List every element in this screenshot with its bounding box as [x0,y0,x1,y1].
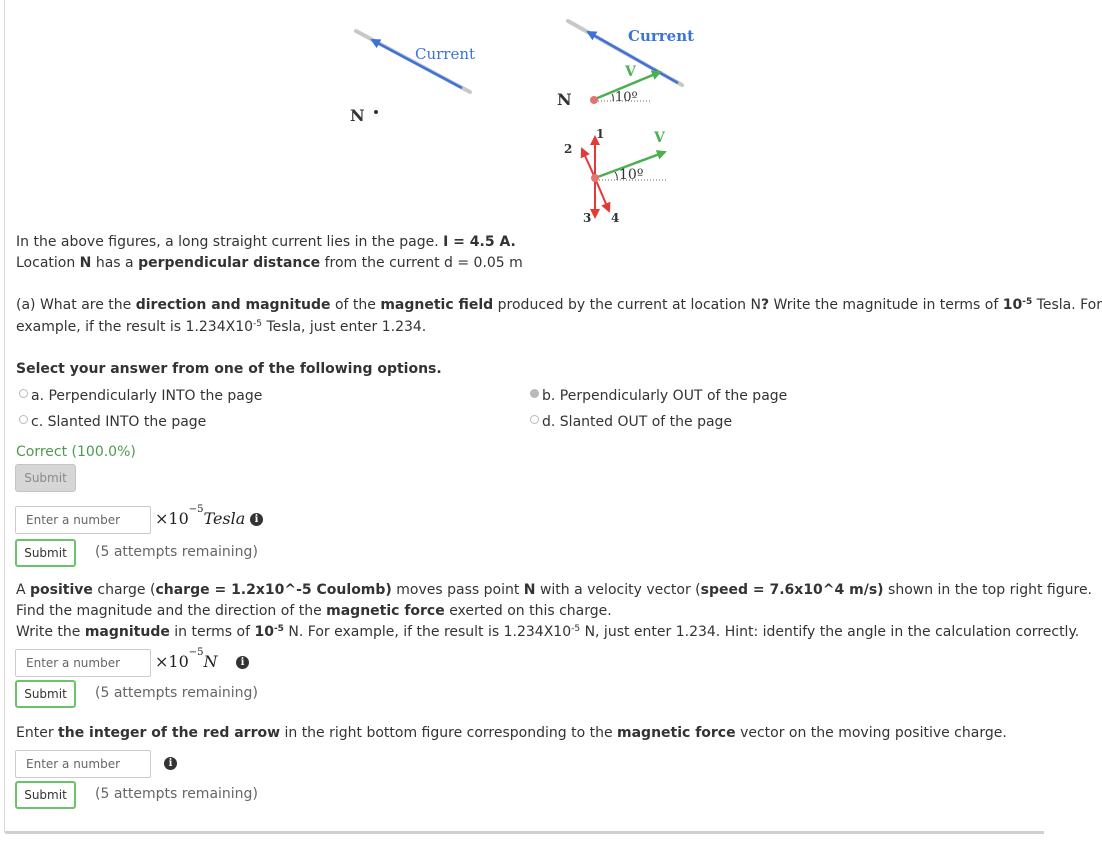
attempts-remaining: (5 attempts remaining) [95,685,258,701]
question-text: vector on the moving positive charge. [740,725,1007,741]
question-text: A [16,582,26,598]
question-text: (a) What are the [16,297,132,313]
angle-label: 10º [619,167,644,183]
unit-multiplier: ×10 [155,652,189,671]
power-of-ten [1003,297,1032,313]
select-instruction: Select your answer from one of the following options. [16,361,442,377]
arrow-1-label: 1 [596,127,605,141]
intro-line-2 [16,253,523,273]
power-base: 10 [1002,297,1023,313]
current-value: I = 4.5 A. [443,234,516,250]
info-icon[interactable]: i [164,757,177,770]
unit-newton [155,647,218,671]
attempts-remaining: (5 attempts remaining) [95,544,258,560]
part-b-line-1 [16,580,1092,600]
submit-button[interactable]: Submit [15,539,76,567]
force-arrow-4 [595,178,609,211]
question-text: of the [334,297,376,313]
perpendicular-distance-ref: perpendicular distance [138,255,321,271]
question-text: Enter [16,725,54,741]
question-text: in terms of [174,624,250,640]
question-text: Tesla. For [1036,297,1102,313]
unit-exponent: −5 [188,647,204,658]
submit-button[interactable]: Submit [15,781,76,809]
question-text: in the right bottom figure corresponding to the [284,725,613,741]
power-exponent: -5 [1022,297,1033,307]
info-icon[interactable]: i [250,513,263,526]
power-exponent: -5 [273,624,284,634]
submit-button-disabled: Submit [15,464,76,492]
option-label: a. Perpendicularly INTO the page [31,388,263,404]
power-exponent: -5 [253,319,263,329]
angle-arc [615,172,617,180]
current-label: Current [415,45,476,63]
question-text: Find the magnitude and the direction of the [16,603,322,619]
result-status: Correct (100.0%) [16,444,136,460]
option-label: d. Slanted OUT of the page [542,414,733,430]
question-emphasis: the integer of the red arrow [58,725,281,741]
power-exponent: -5 [571,624,581,634]
arrow-3-label: 3 [583,211,592,225]
arrow-integer-input[interactable] [15,750,151,778]
part-a-line-1 [16,295,1102,315]
unit-multiplier: ×10 [155,509,189,528]
point-n-label: N [557,90,572,109]
unit-tesla [155,504,246,528]
intro-text: In the above figures, a long straight current lies in the page. [16,234,439,250]
question-text: shown in the top right figure. [888,582,1093,598]
figure-velocity-top [550,15,700,120]
angle-arc [612,94,613,101]
unit-name: Tesla [203,509,246,528]
charge-dot [591,174,599,182]
question-emphasis: magnetic force [326,603,445,619]
question-text: N. For example, if the result is 1.234X10 [288,624,572,640]
question-text: N, just enter 1.234. Hint: identify the angle in the calculation correctly. [584,624,1080,640]
submit-button[interactable]: Submit [15,680,76,708]
point-n-dot [374,110,378,114]
question-text: produced by the current at location N [497,297,761,313]
figure-current-point [340,20,490,130]
part-b-line-2 [16,601,612,621]
intro-line-1 [16,232,516,252]
speed-value: speed = 7.6x10^4 m/s) [700,582,884,598]
option-d[interactable] [530,412,732,432]
radio-button[interactable] [19,389,28,398]
unit-exponent: −5 [188,504,204,515]
charge-dot [590,96,598,104]
power-of-ten [254,624,283,640]
point-n-ref: N [523,582,536,598]
velocity-label: V [625,64,636,80]
question-emphasis: positive [30,582,93,598]
question-text: Write the magnitude in terms of [773,297,999,313]
charge-value: charge = 1.2x10^-5 Coulomb) [155,582,392,598]
question-emphasis: magnetic force [617,725,736,741]
velocity-label: V [654,130,665,146]
question-text: example, if the result is 1.234X10 [16,319,254,335]
power-base: 10 [254,624,274,640]
current-label: Current [628,27,695,45]
question-text: with a velocity vector ( [539,582,701,598]
radio-button[interactable] [19,415,28,424]
question-emphasis: magnetic field [380,297,494,313]
magnetic-force-input[interactable] [15,649,151,677]
part-a-line-2 [16,317,426,337]
question-emphasis: ? [760,297,770,313]
question-text: moves pass point [396,582,520,598]
question-text: exerted on this charge. [449,603,612,619]
point-n-label: N [350,106,365,125]
arrow-2-label: 2 [564,142,573,156]
magnetic-field-input[interactable] [15,506,151,534]
question-emphasis: direction and magnitude [135,297,331,313]
info-icon[interactable]: i [236,656,249,669]
question-emphasis: magnitude [84,624,170,640]
question-text: Write the [16,624,81,640]
attempts-remaining: (5 attempts remaining) [95,786,258,802]
radio-button-selected[interactable] [530,389,539,398]
intro-text: has a [95,255,134,271]
option-label: b. Perpendicularly OUT of the page [542,388,788,404]
intro-text: Location [16,255,76,271]
figure-force-options [555,125,685,230]
force-arrow-2 [582,149,595,178]
question-text: charge ( [97,582,156,598]
option-label: c. Slanted INTO the page [31,414,207,430]
option-a[interactable] [19,386,262,406]
part-b-line-3 [16,622,1079,642]
option-b[interactable] [530,386,787,406]
part-c-line [16,723,1007,743]
question-text: Tesla, just enter 1.234. [266,319,427,335]
point-n-ref: N [79,255,92,271]
radio-button[interactable] [530,415,539,424]
option-c[interactable] [19,412,206,432]
distance-value: from the current d = 0.05 m [324,255,523,271]
angle-label: 10º [615,90,638,105]
arrow-4-label: 4 [611,211,620,225]
unit-name: N [203,652,218,671]
